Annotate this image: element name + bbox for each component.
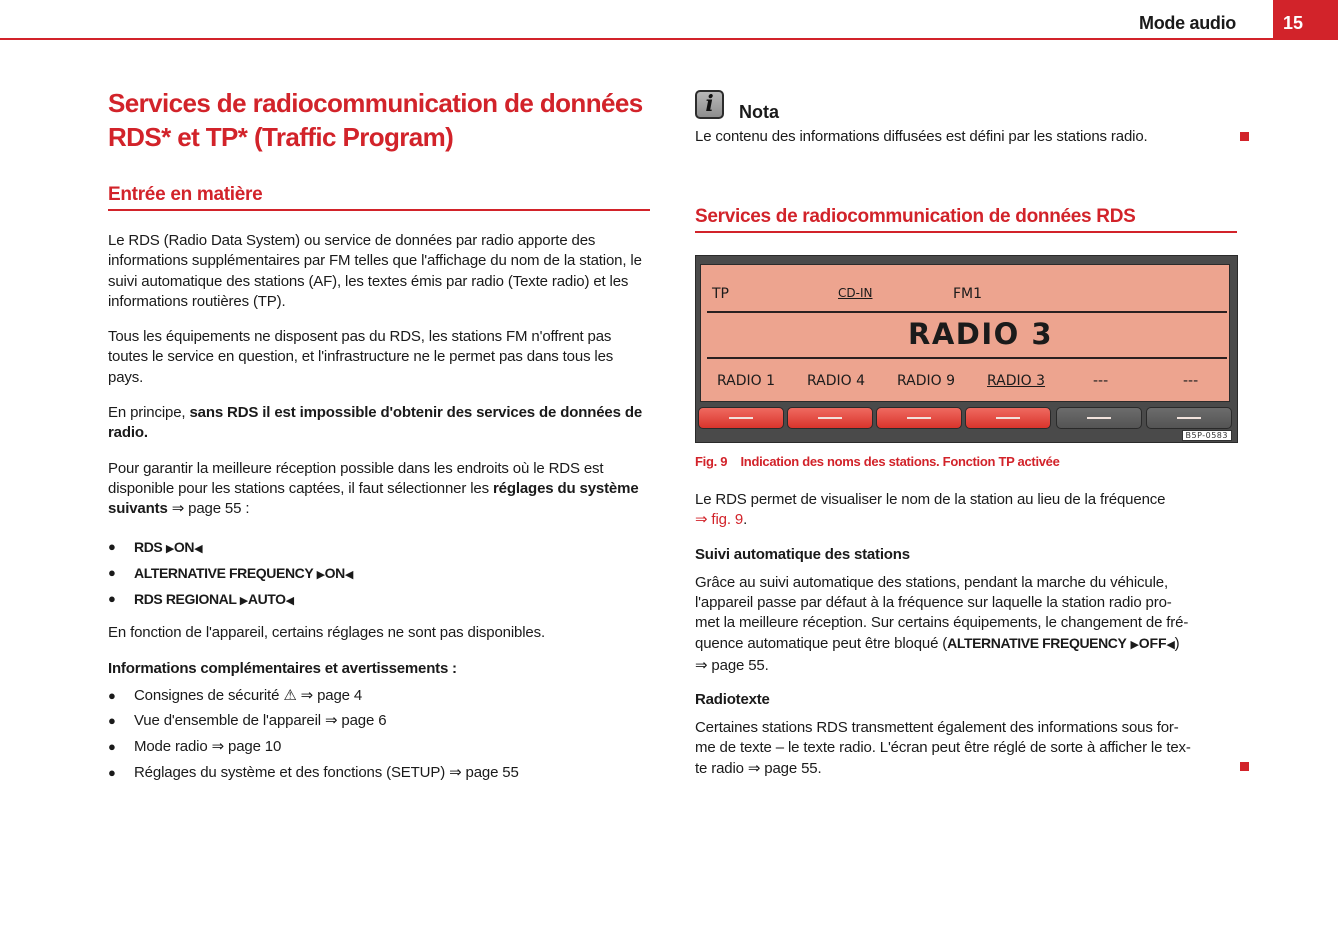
triangle-left-icon: ◀ <box>194 542 203 555</box>
page-ref-link[interactable]: ⇒ page 55 : <box>167 500 250 518</box>
triangle-right-icon: ▶ <box>165 542 174 555</box>
page-ref-link[interactable]: ⇒ page 6 <box>324 712 387 730</box>
subheading-radiotext: Radiotexte <box>695 691 770 709</box>
preset-button-5[interactable] <box>1056 407 1142 429</box>
lcd-divider <box>707 357 1227 359</box>
preset-2: RADIO 4 <box>807 373 866 389</box>
nota-header <box>695 86 1237 126</box>
figure-caption: Fig. 9 Indication des noms des stations. Fonction TP activée <box>695 454 1060 469</box>
triangle-left-icon: ◀ <box>344 568 353 581</box>
chapter-title: Mode audio <box>1139 13 1236 33</box>
intro-paragraph-1: Le RDS (Radio Data System) ou service de données par radio apporte des informations supplémentaires par FM telles que l'affichage du nom de la station, le suivi automatique des stations (AF), les textes émis par radio (Texte radio) et les informations routières (TP). <box>108 232 642 310</box>
availability-note: En fonction de l'appareil, certains réglages ne sont pas disponibles. <box>108 623 545 641</box>
preset-button-4[interactable] <box>965 407 1051 429</box>
radio-display-figure <box>695 255 1238 443</box>
intro-paragraph-3: En principe, sans RDS il est impossible d'obtenir des services de données de radio. <box>108 404 643 442</box>
page-ref-link[interactable]: ⇒ page 10 <box>211 738 282 756</box>
info-item-safety: ● Consignes de sécurité ⚠ ⇒ page 4 <box>108 686 363 704</box>
right-column <box>695 86 1237 147</box>
image-code: B5P-0583 <box>1182 430 1232 441</box>
triangle-right-icon: ▶ <box>1130 639 1139 652</box>
left-column <box>108 86 650 785</box>
info-icon: i <box>695 90 724 119</box>
lcd-divider <box>707 311 1227 313</box>
rds-paragraph-2: Grâce au suivi automatique des stations, pendant la marche du véhicule, l'appareil passe par défaut à la fréquence sur laquelle la station radio pro- met la meilleure réception. Sur certains équipements, le changement de fré- quence automatique peut être bloqué (ALTERNATIVE FREQUENCY ▶OFF◀) ⇒ page 55. <box>695 573 1189 674</box>
rds-paragraph-1: Le RDS permet de visualiser le nom de la station au lieu de la fréquence ⇒ fig. 9. <box>695 491 1166 529</box>
preset-button-3[interactable] <box>876 407 962 429</box>
info-heading: Informations complémentaires et avertissements : <box>108 659 457 677</box>
cd-in-label: CD-IN <box>838 286 873 300</box>
rds-body <box>695 490 1255 779</box>
preset-3: RADIO 9 <box>897 373 956 389</box>
preset-4-selected: RADIO 3 <box>987 373 1046 389</box>
intro-paragraph-2: Tous les équipements ne disposent pas du RDS, les stations FM n'offrent pas toutes le service en question, et l'infrastructure ne le permet pas dans tous les pays. <box>108 328 614 386</box>
rds-section-header <box>695 206 1237 233</box>
lcd-screen <box>700 264 1230 402</box>
subheading-auto-tracking: Suivi automatique des stations <box>695 545 910 563</box>
rds-paragraph-3: Certaines stations RDS transmettent également des informations sous for- me de texte – le texte radio. L'écran peut être réglé de sorte à afficher le tex- te radio ⇒ page 55. <box>695 719 1191 777</box>
triangle-right-icon: ▶ <box>316 568 325 581</box>
band-label: FM1 <box>953 286 983 302</box>
section-title-rds: Services de radiocommunication de données RDS <box>695 206 1237 233</box>
info-item-setup: ● Réglages du système et des fonctions (SETUP) ⇒ page 55 <box>108 763 519 781</box>
info-list <box>108 683 650 785</box>
station-name: RADIO 3 <box>908 317 1054 351</box>
info-item-radio-mode: ● Mode radio ⇒ page 10 <box>108 738 282 756</box>
main-title <box>108 86 650 154</box>
page-ref-link[interactable]: ⇒ page 55. <box>695 656 769 674</box>
page-ref-link[interactable]: ⇒ page 4 <box>300 686 363 704</box>
settings-list <box>108 534 650 612</box>
main-title-line2: RDS* et TP* (Traffic Program) <box>108 122 454 152</box>
page-number-box <box>1273 0 1338 39</box>
preset-button-6[interactable] <box>1146 407 1232 429</box>
main-title-line1: Services de radiocommunication de données <box>108 88 643 118</box>
info-item-overview: ● Vue d'ensemble de l'appareil ⇒ page 6 <box>108 712 387 730</box>
preset-6: --- <box>1183 373 1199 389</box>
setting-item-af: ● ALTERNATIVE FREQUENCY ▶ON◀ <box>108 564 353 581</box>
triangle-right-icon: ▶ <box>239 594 248 607</box>
end-of-section-marker <box>1240 762 1249 771</box>
end-of-section-marker <box>1240 132 1249 141</box>
warning-triangle-icon: ⚠ <box>283 686 297 704</box>
setting-item-rds: ● RDS ▶ON◀ <box>108 538 203 555</box>
intro-paragraph-4: Pour garantir la meilleure réception possible dans les endroits où le RDS est disponible pour les stations captées, il faut sélectionner les réglages du système suivants ⇒ page 55 : <box>108 459 639 518</box>
setting-item-regional: ● RDS REGIONAL ▶AUTO◀ <box>108 590 294 607</box>
preset-5: --- <box>1093 373 1109 389</box>
triangle-left-icon: ◀ <box>285 594 294 607</box>
nota-text: Le contenu des informations diffusées est défini par les stations radio. <box>695 128 1148 145</box>
header-rule <box>0 38 1338 40</box>
preset-button-1[interactable] <box>698 407 784 429</box>
page-number: 15 <box>1283 13 1304 33</box>
section-title-intro: Entrée en matière <box>108 184 650 211</box>
preset-1: RADIO 1 <box>717 373 776 389</box>
preset-button-2[interactable] <box>787 407 873 429</box>
figure-ref-link[interactable]: ⇒ fig. 9 <box>695 511 744 529</box>
nota-title: Nota <box>739 102 779 122</box>
tp-indicator: TP <box>712 286 729 302</box>
triangle-left-icon: ◀ <box>1166 639 1175 652</box>
page-ref-link[interactable]: ⇒ page 55 <box>449 763 519 781</box>
